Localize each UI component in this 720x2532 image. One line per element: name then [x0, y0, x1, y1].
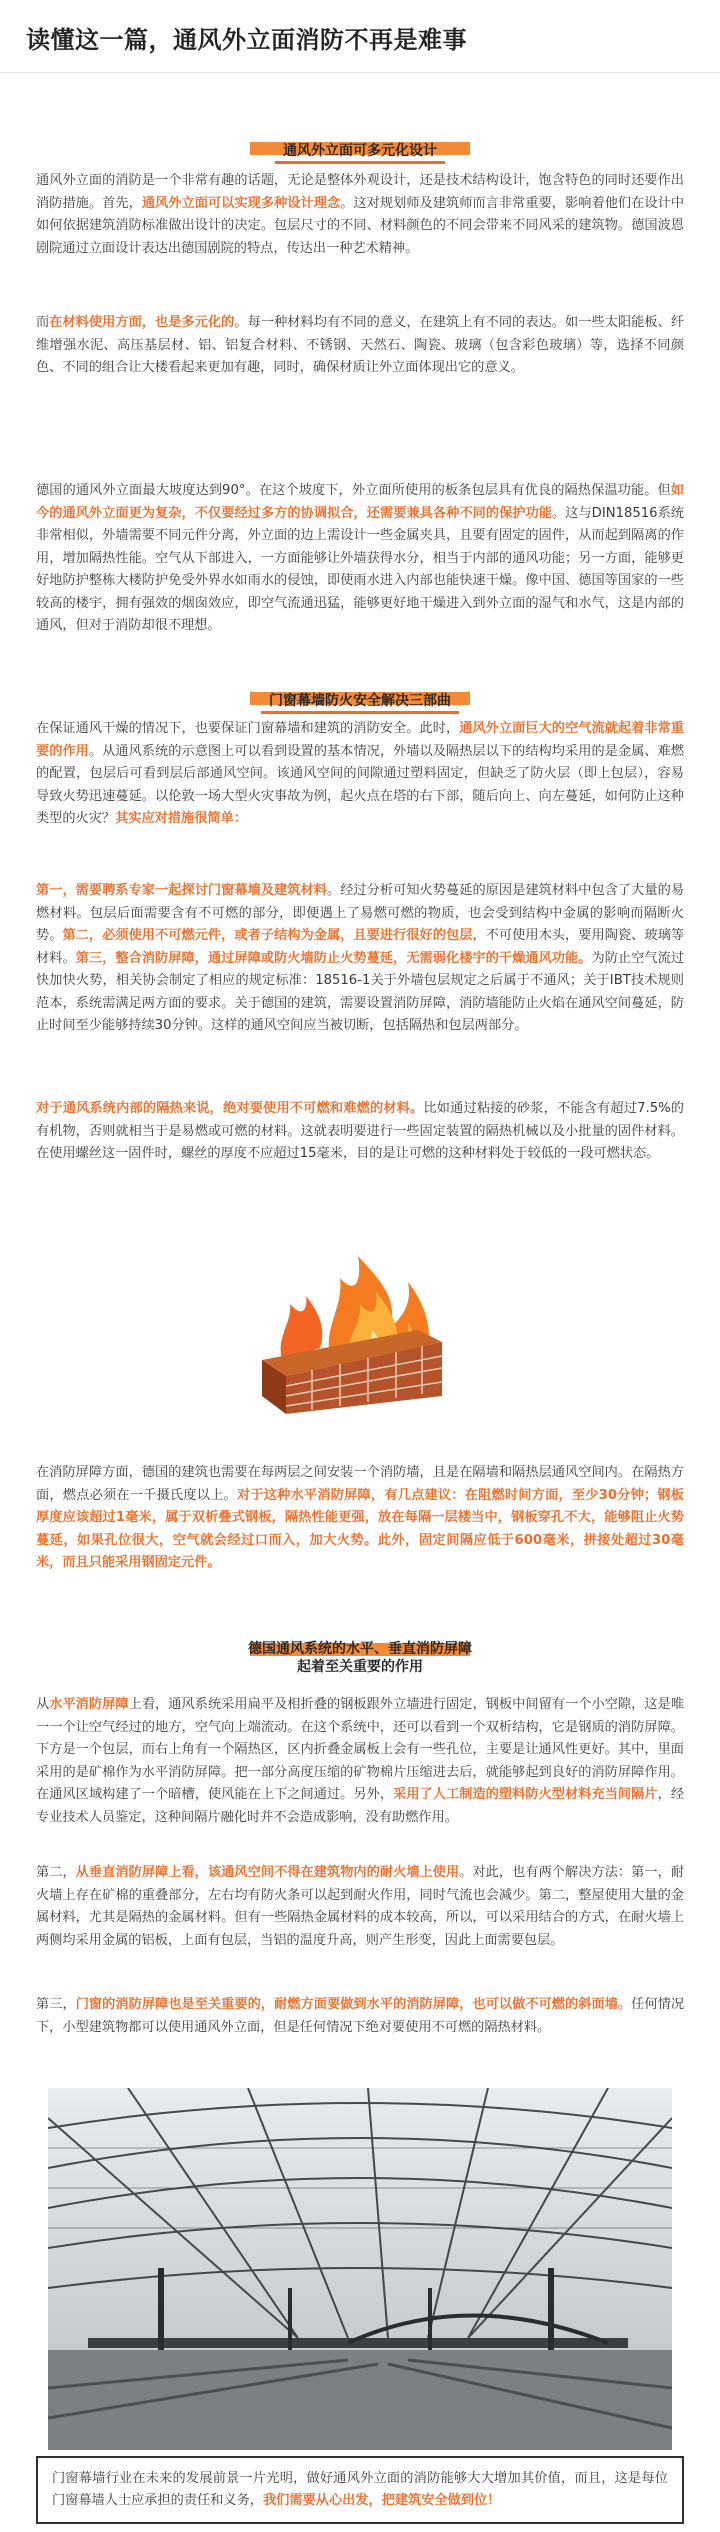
text-run: 第三， — [36, 1997, 76, 2012]
text-run: 比如通过粘接的砂浆，不能含有超过7.5%的有机物，否则就相当于是易燃或可燃的材料。这就表明要进行一些固定装置的隔热机械以及小批量的固件材料。在使用螺丝这一固件时，螺丝的厚度不应超过15毫米，目的是让可燃的这种材料处于较低的一段可燃状态。 — [36, 1101, 684, 1161]
text-run: 。这对规划师及建筑师而言非常重要，影响着他们在设计中如何依据建筑消防标准做出设计的决定。包层尺寸的不同、材料颜色的不同会带来不同风采的建筑物。德国波恩剧院通过立面设计表达出德国剧院的特点，传达出一种艺术精神。 — [36, 195, 685, 256]
highlight-text: 从垂直消防屏障上看，该通风空间不得在建筑物内的耐火墙上使用 — [75, 1865, 460, 1880]
article-header — [0, 0, 720, 73]
page-title: 读懂这一篇，通风外立面消防不再是难事 — [26, 26, 467, 54]
text-run: 为防止空气流过快加快火势，相关协会制定了相应的规定标准：18516-1关于外墙包层规定之后属于不通风；关于IBT技术规则范本，系统需满足两方面的要求。关于德国的建筑，需要设置消防屏障，消防墙能防止火焰在通风空间蔓延，防止时间至少能够持续30分钟。这样的通风空间应当被切断，包括隔热和包层两部分。 — [36, 950, 685, 1033]
text-run: 而 — [36, 315, 50, 330]
highlight-text: 其实应对措施很简单： — [115, 811, 247, 826]
closing-remark-box — [36, 2456, 684, 2524]
section-heading-1-label: 通风外立面可多元化设计 — [275, 142, 445, 164]
highlight-text: 水平消防屏障 — [49, 1697, 129, 1712]
section-heading-3-line2: 起着至关重要的作用 — [297, 1659, 423, 1675]
section2-paragraph-1 — [36, 718, 684, 831]
section-heading-2 — [0, 690, 720, 714]
text-run: ，不可使用木头，要用陶瓷、玻璃等材料。 — [36, 928, 685, 966]
highlight-text: 第二，必须使用不可燃元件，或者子结构为金属，且要进行很好的包层 — [62, 928, 473, 943]
section1-paragraph-3 — [36, 480, 684, 638]
text-run: 。任何情况下，小型建筑物都可以使用通风外立面，但是任何情况下绝对要使用不可燃的隔热材料。 — [36, 1997, 685, 2035]
text-run: 上看，通风系统采用扁平及相折叠的钢板跟外立墙进行固定，钢板中间留有一个小空隙，这是唯一一个让空气经过的地方，空气向上端流动。在这个系统中，还可以看到一个双析结构，它是钢质的消防屏障。下方是一个包层，而右上角有一个隔热区，区内折叠金属板上会有一些孔位，主要是让通风性更好。其中，里面采用的是矿棉作为水平消防屏障。把一部分高度压缩的矿物棉片压缩进去后，就能够起到良好的消防屏障作用。在通风区域构建了一个暗槽，使风能在上下之间通过。另外， — [36, 1697, 685, 1802]
text-run: 在消防屏障方面，德国的建筑也需要在每两层之间安装一个消防墙，且是在隔墙和隔热层通风空间内。在隔热方面，燃点必须在一千摄氏度以上。 — [36, 1465, 684, 1503]
section-heading-1 — [0, 140, 720, 164]
section-heading-3-line1: 德国通风系统的水平、垂直消防屏障 — [248, 1641, 472, 1657]
section2-paragraph-3 — [36, 1098, 684, 1166]
highlight-text: 门窗的消防屏障也是至关重要的，耐燃方面要做到水平的消防屏障，也可以做不可燃的斜面墙 — [75, 1997, 618, 2012]
highlight-text: 通风外立面巨大的空气流就起着非常重要的作用 — [36, 721, 685, 759]
highlight-text: 在材料使用方面，也是多元化的 — [49, 315, 235, 330]
text-run: 。对此，也有两个解决方法：第一，耐火墙上存在矿棉的重叠部分，左右均有防火条可以起到耐火作用，同时气流也会减少。第二，整屋使用大量的金属材料，尤其是隔热的金属材料。但有一些隔热金属材料的成本较高，所以，可以采用结合的方式，在耐火墙上两侧均采用金属的铝板，上面有包层，当铝的温度升高，则产生形变，因此上面需要包层。 — [36, 1865, 685, 1948]
text-run: 在保证通风干燥的情况下，也要保证门窗幕墙和建筑的消防安全。此时， — [36, 721, 460, 736]
section3-paragraph-3 — [36, 1994, 684, 2039]
text-run: 从 — [36, 1697, 50, 1712]
text-run: 德国的通风外立面最大坡度达到90°。在这个坡度下，外立面所使用的板条包层具有优良的隔热保温功能。但 — [36, 483, 671, 498]
section3-paragraph-2 — [36, 1862, 684, 1952]
section2-paragraph-4 — [36, 1462, 684, 1575]
section3-paragraph-1 — [36, 1694, 684, 1829]
text-run: ，经专业技术人员鉴定，这种间隔片融化时并不会造成影响，没有助燃作用。 — [36, 1787, 685, 1825]
text-run: 第二， — [36, 1865, 76, 1880]
highlight-text: 如今的通风外立面更为复杂，不仅要经过多方的协调拟合，还需要兼具各种不同的保护功能 — [36, 483, 684, 521]
highlight-text: 第三，整合消防屏障，通过屏障或防火墙防止火势蔓延，无需弱化楼宇的干燥通风功能。 — [75, 950, 592, 966]
highlight-text: 对于通风系统内部的隔热来说，绝对要使用不可燃和难燃的材料。 — [36, 1101, 424, 1116]
highlight-text: 采用了人工制造的塑料防火型材料充当间隔片 — [393, 1787, 658, 1802]
section-heading-3 — [0, 1640, 720, 1676]
highlight-text: 通风外立面可以实现多种设计理念 — [141, 195, 341, 211]
text-run: 。每一种材料均有不同的意义，在建筑上有不同的表达。如一些太阳能板、纤维增强水泥、高压基层材、铝、铝复合材料、不锈钢、天然石、陶瓷、玻璃（包含彩色玻璃）等，选择不同颜色、不同的组合让大楼看起来更加有趣，同时，确保材质让外立面体现出它的意义。 — [36, 315, 685, 375]
highlight-text: 我们需要从心出发，把建筑安全做到位！ — [263, 2493, 501, 2508]
text-run: 。经过分析可知火势蔓延的原因是建筑材料中包含了大量的易燃材料。包层后面需要含有不可燃的部分，即便遇上了易燃可燃的物质，也会受到结构中金属的影响而隔断火势。 — [36, 883, 685, 943]
text-run: 。这与DIN18516系统非常相似，外墙需要不同元件分离，外立面的边上需设计一些金属夹具，且要有固定的固件，从而起到隔离的作用，增加隔热性能。空气从下部进入，一方面能够让外墙获得水分，相当于内部的通风功能；另一方面，能够更好地防护整栋大楼防护免受外界水如雨水的侵蚀，即使雨水进入内部也能快速干燥。像中国、德国等国家的一些较高的楼宇，拥有强效的烟囱效应，即空气流通迅猛，能够更好地干燥进入到外立面的湿气和水气，这是内部的通风，但对于消防却很不理想。 — [36, 505, 684, 633]
section2-paragraph-2 — [36, 880, 684, 1038]
section-heading-2-label: 门窗幕墙防火安全解决三部曲 — [261, 692, 459, 714]
section1-paragraph-1 — [36, 170, 684, 260]
text-run: 门窗幕墙行业在未来的发展前景一片光明，做好通风外立面的消防能够大大增加其价值，而且，这是每位门窗幕墙人士应承担的责任和义务， — [52, 2471, 668, 2508]
fire-wall-illustration — [222, 1220, 498, 1416]
text-run: 通风外立面的消防是一个非常有趣的话题，无论是整体外观设计，还是技术结构设计，饱含特色的同时还要作出消防措施。首先， — [36, 173, 684, 211]
highlight-text: 对于这种水平消防屏障，有几点建议：在阻燃时间方面，至少30分钟；钢板厚度应该超过1毫米，属于双析叠式钢板，隔热性能更强，放在每隔一层楼当中，钢板穿孔不大，能够阻止火势蔓延，如果孔位很大，空气就会经过口而入，加大火势。此外，固定间隔应低于600毫米，拼接处超过30毫米，而且只能采用钢固定元件。 — [36, 1487, 684, 1570]
highlight-text: 第一，需要聘系专家一起探讨门窗幕墙及建筑材料 — [36, 883, 327, 898]
text-run: 。从通风系统的示意图上可以看到设置的基本情况，外墙以及隔热层以下的结构均采用的是金属、难燃的配置，包层后可看到层后部通风空间。该通风空间的间隙通过塑料固定，但缺乏了防火层（即上包层），容易导致火势迅速蔓延。以伦敦一场大型火灾事故为例，起火点在塔的右下部，随后向上、向左蔓延，如何防止这种类型的火灾？ — [36, 743, 685, 826]
station-canopy-photo — [48, 2088, 672, 2450]
section1-paragraph-2 — [36, 312, 684, 380]
